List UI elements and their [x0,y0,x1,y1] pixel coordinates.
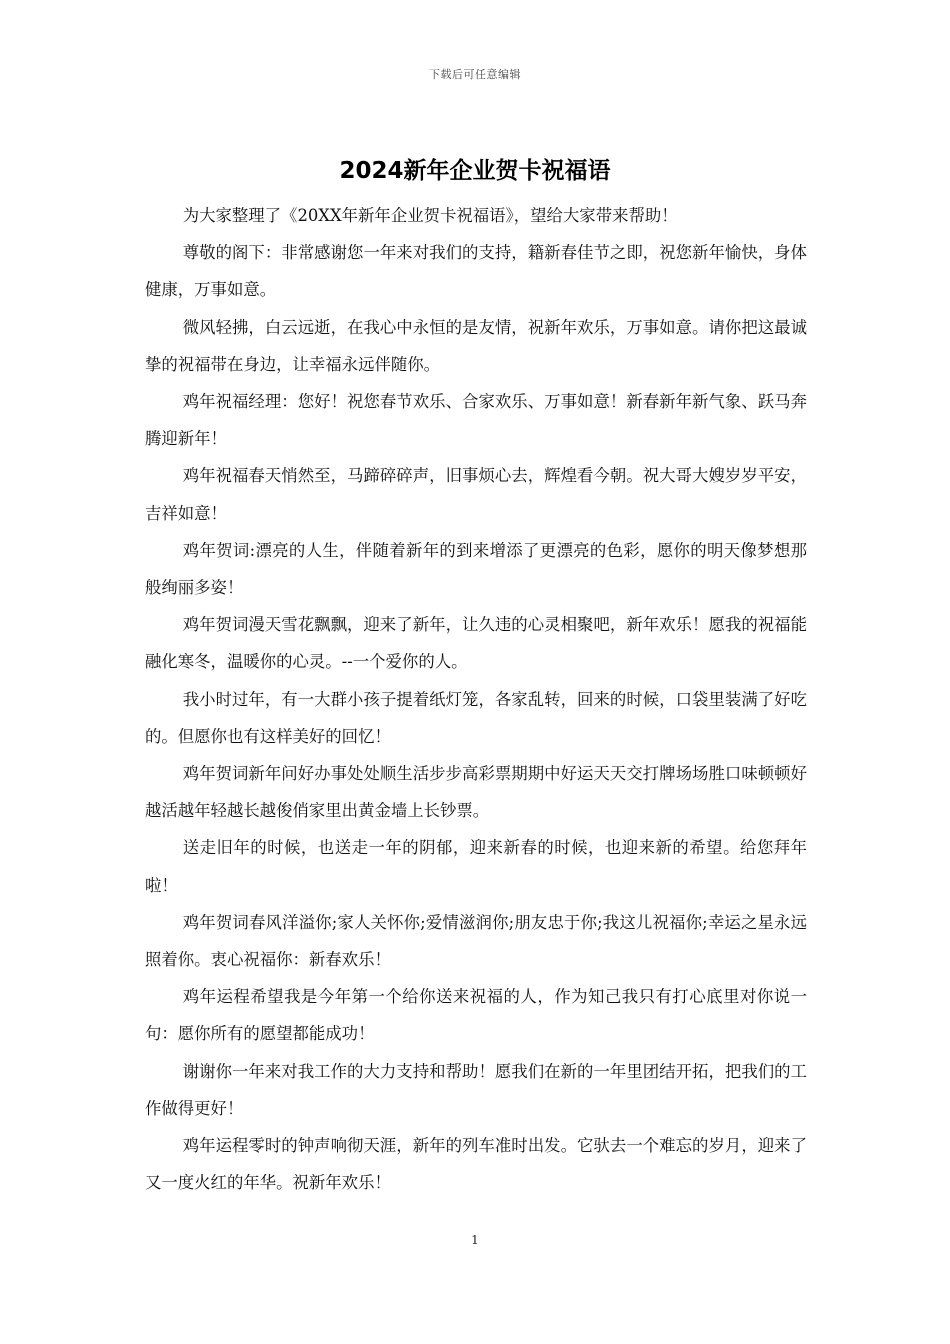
paragraph: 送走旧年的时候，也送走一年的阴郁，迎来新春的时候，也迎来新的希望。给您拜年啦！ [145,838,807,895]
paragraph: 谢谢你一年来对我工作的大力支持和帮助！愿我们在新的一年里团结开拓，把我们的工作做得更好！ [145,1061,807,1118]
paragraph: 我小时过年，有一大群小孩子提着纸灯笼，各家乱转，回来的时候，口袋里装满了好吃的。但愿你也有这样美好的回忆！ [145,689,807,746]
paragraph: 鸡年贺词春风洋溢你;家人关怀你;爱情滋润你;朋友忠于你;我这儿祝福你;幸运之星永远照着你。衷心祝福你：新春欢乐！ [145,912,807,970]
document-title: 2024新年企业贺卡祝福语 [339,158,611,184]
paragraph: 鸡年贺词漫天雪花飘飘，迎来了新年，让久违的心灵相聚吧，新年欢乐！愿我的祝福能融化寒冬，温暖你的心灵。--一个爱你的人。 [145,615,807,672]
paragraph: 鸡年祝福经理：您好！祝您春节欢乐、合家欢乐、万事如意！新春新年新气象、跃马奔腾迎新年！ [145,392,807,449]
paragraph: 鸡年祝福春天悄然至，马蹄碎碎声，旧事烦心去，辉煌看今朝。祝大哥大嫂岁岁平安，吉祥如意！ [145,466,807,523]
paragraph: 鸡年运程零时的钟声响彻天涯，新年的列车准时出发。它驮去一个难忘的岁月，迎来了又一度火红的年华。祝新年欢乐！ [145,1136,807,1193]
paragraph: 微风轻拂，白云远逝，在我心中永恒的是友情，祝新年欢乐，万事如意。请你把这最诚挚的祝福带在身边，让幸福永远伴随你。 [145,317,807,374]
document-body [145,197,807,1201]
paragraph: 鸡年贺词:漂亮的人生，伴随着新年的到来增添了更漂亮的色彩，愿你的明天像梦想那般绚丽多姿！ [145,540,807,598]
paragraph: 为大家整理了《20XX年新年企业贺卡祝福语》，望给大家带来帮助！ [182,206,678,225]
paragraph: 鸡年运程希望我是今年第一个给你送来祝福的人，作为知己我只有打心底里对你说一句：愿你所有的愿望都能成功！ [145,987,807,1044]
paragraph: 尊敬的阁下：非常感谢您一年来对我们的支持，籍新春佳节之即，祝您新年愉快，身体健康，万事如意。 [145,243,807,300]
page-number: 1 [471,1233,479,1247]
paragraph: 鸡年贺词新年问好办事处处顺生活步步高彩票期期中好运天天交打牌场场胜口味顿顿好越活越年轻越长越俊俏家里出黄金墙上长钞票。 [145,764,807,821]
header-note: 下载后可任意编辑 [429,68,521,81]
